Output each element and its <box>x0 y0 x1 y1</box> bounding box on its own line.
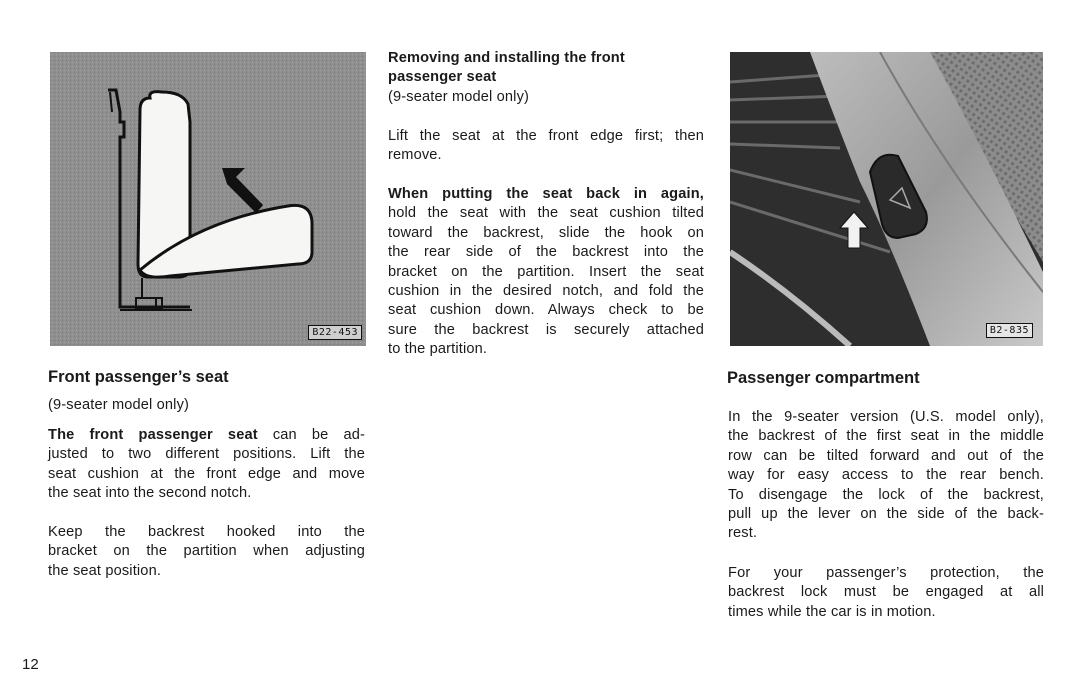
section-title-removing-installing <box>388 49 708 88</box>
paragraph-putting-seat-back <box>388 185 704 360</box>
section-title-passenger-compartment: Passenger compartment <box>727 369 920 387</box>
title-line: Removing and installing the front <box>388 50 625 66</box>
paragraph-line: bracket on the partition. Insert the seat <box>388 263 704 280</box>
paragraph-line: For your passenger’s protection, the <box>728 565 1044 581</box>
paragraph-line: to the partition. <box>388 341 488 358</box>
paragraph-keep-backrest <box>48 523 365 581</box>
paragraph-line: backrest lock must be engaged at all <box>728 584 1044 601</box>
paragraph-line: row can be tilted forward and out of the <box>728 447 1044 464</box>
paragraph-lift-seat <box>388 127 704 166</box>
paragraph-line: the seat into the second notch. <box>48 485 252 502</box>
paragraph-line: Lift the seat at the front edge first; then <box>388 128 704 144</box>
paragraph-line: In the 9-seater version (U.S. model only), <box>728 409 1044 425</box>
paragraph-line: hold the seat with the seat cushion tilted <box>388 205 704 222</box>
paragraph-line: toward the backrest, slide the hook on <box>388 224 704 241</box>
paragraph-line: way for easy access to the rear bench. <box>728 467 1044 484</box>
paragraph-line: justed to two different positions. Lift the <box>48 446 365 463</box>
paragraph-line: seat cushion at the front edge and move <box>48 465 365 482</box>
paragraph-lead-bold: When putting the seat back in again, <box>388 186 704 202</box>
paragraph-line: rest. <box>728 525 758 542</box>
paragraph-line: sure the backrest is securely attached <box>388 321 704 338</box>
paragraph-passenger-protection <box>728 564 1044 622</box>
seat-illustration-figure <box>50 52 366 346</box>
backrest-lever-photo-figure <box>730 52 1043 346</box>
figure-code-label: B2-835 <box>986 323 1033 338</box>
paragraph-9-seater-version <box>728 408 1044 544</box>
paragraph-line <box>48 426 365 445</box>
section-subtitle: (9-seater model only) <box>388 89 530 105</box>
paragraph-line: remove. <box>388 147 442 164</box>
title-line: passenger seat <box>388 69 497 86</box>
paragraph-line: seat cushion down. Always check to be <box>388 302 704 319</box>
paragraph-line: pull up the lever on the side of the back- <box>728 506 1044 523</box>
paragraph-line: the seat position. <box>48 562 162 579</box>
paragraph-line: times while the car is in motion. <box>728 603 936 620</box>
section-subtitle: (9-seater model only) <box>48 397 190 413</box>
paragraph-line: To disengage the lock of the backrest, <box>728 486 1044 503</box>
page-number: 12 <box>22 656 39 673</box>
paragraph-line: bracket on the partition when adjusting <box>48 543 365 560</box>
seat-illustration <box>50 52 366 346</box>
paragraph-lead-bold: The front passenger seat <box>48 427 258 443</box>
figure-code-label: B22-453 <box>308 325 362 340</box>
backrest-lever-photo <box>730 52 1043 346</box>
paragraph-line: Keep the backrest hooked into the <box>48 524 365 540</box>
paragraph-adjust-seat <box>48 426 365 504</box>
paragraph-line: cushion in the desired notch, and fold the <box>388 283 704 300</box>
paragraph-line: the backrest of the first seat in the middle <box>728 428 1044 445</box>
section-title-front-passenger-seat: Front passenger’s seat <box>48 368 229 386</box>
paragraph-line-tail: can be ad- <box>257 427 366 443</box>
paragraph-line: the rear side of the backrest into the <box>388 244 704 261</box>
